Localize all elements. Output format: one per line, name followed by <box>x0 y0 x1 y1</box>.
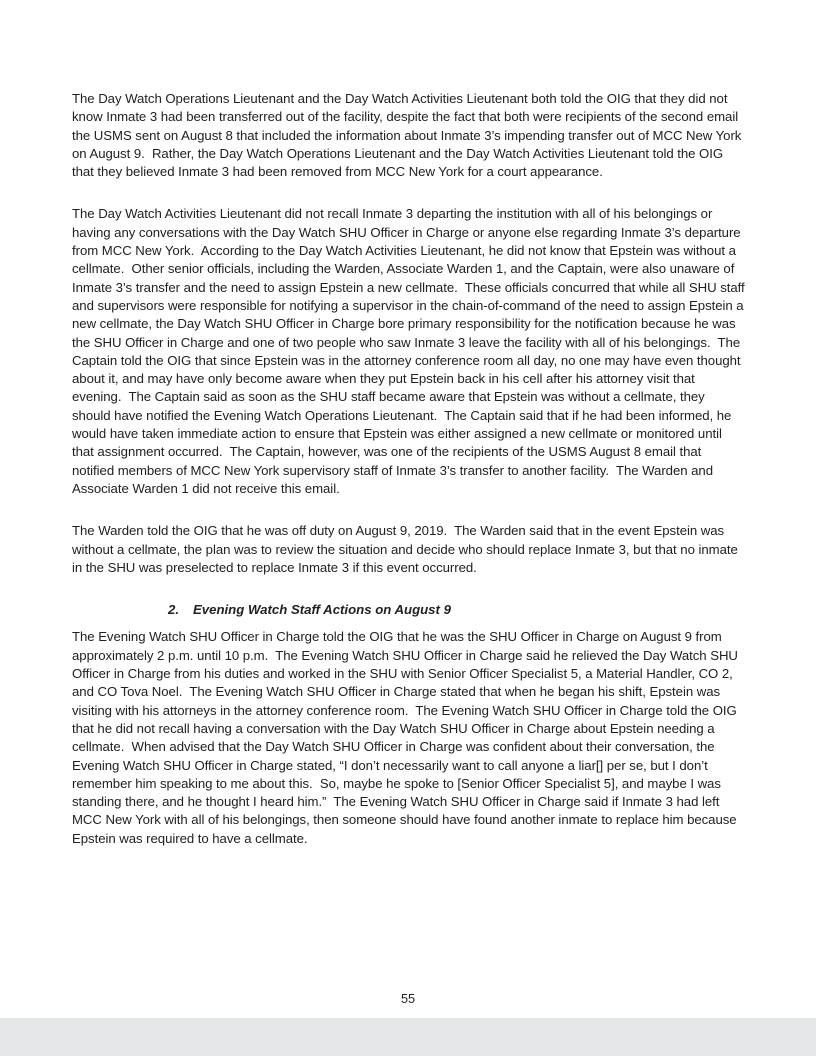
section-heading <box>72 601 746 619</box>
body-paragraph: The Day Watch Activities Lieutenant did not recall Inmate 3 departing the institution with all of his belongings or having any conversations with the Day Watch SHU Officer in Charge or anyone else regarding Inmate 3’s departure from MCC New York. According to the Day Watch Activities Lieutenant, he did not know that Epstein was without a cellmate. Other senior officials, including the Warden, Associate Warden 1, and the Captain, were also unaware of Inmate 3’s transfer and the need to assign Epstein a new cellmate. These officials concurred that while all SHU staff and supervisors were responsible for notifying a supervisor in the chain-of-command of the need to assign Epstein a new cellmate, the Day Watch SHU Officer in Charge bore primary responsibility for the notification because he was the SHU Officer in Charge and one of two people who saw Inmate 3 leave the facility with all of his belongings. The Captain told the OIG that since Epstein was in the attorney conference room all day, no one may have even thought about it, and may have only become aware when they put Epstein back in his cell after his attorney visit that evening. The Captain said as soon as the SHU staff became aware that Epstein was without a cellmate, they should have notified the Evening Watch Operations Lieutenant. The Captain said that if he had been informed, he would have taken immediate action to ensure that Epstein was either assigned a new cellmate or monitored until that assignment occurred. The Captain, however, was one of the recipients of the USMS August 8 email that notified members of MCC New York supervisory staff of Inmate 3’s transfer to another facility. The Warden and Associate Warden 1 did not receive this email. <box>72 206 749 496</box>
page-content <box>72 90 749 872</box>
body-paragraph: The Day Watch Operations Lieutenant and the Day Watch Activities Lieutenant both told the OIG that they did not know Inmate 3 had been transferred out of the facility, despite the fact that both were recipients of the second email the USMS sent on August 8 that included the information about Inmate 3’s impending transfer out of MCC New York on August 9. Rather, the Day Watch Operations Lieutenant and the Day Watch Activities Lieutenant told the OIG that they believed Inmate 3 had been removed from MCC New York for a court appearance. <box>72 91 745 180</box>
body-paragraph: The Evening Watch SHU Officer in Charge told the OIG that he was the SHU Officer in Charge on August 9 from approximately 2 p.m. until 10 p.m. The Evening Watch SHU Officer in Charge said he relieved the Day Watch SHU Officer in Charge from his duties and worked in the SHU with Senior Officer Specialist 5, a Material Handler, CO 2, and CO Tova Noel. The Evening Watch SHU Officer in Charge stated that when he began his shift, Epstein was visiting with his attorneys in the attorney conference room. The Evening Watch SHU Officer in Charge told the OIG that he did not recall having a conversation with the Day Watch SHU Officer in Charge about Epstein needing a cellmate. When advised that the Day Watch SHU Officer in Charge was confident about their conversation, the Evening Watch SHU Officer in Charge stated, “I don’t necessarily want to call anyone a liar[] per se, but I don’t remember him speaking to me about this. So, maybe he spoke to [Senior Officer Specialist 5], and maybe I was standing there, and he thought I heard him.” The Evening Watch SHU Officer in Charge said if Inmate 3 had left MCC New York with all of his belongings, then someone should have found another inmate to replace him because Epstein was required to have a cellmate. <box>72 629 742 846</box>
page-number: 55 <box>400 992 415 1006</box>
footer-bar <box>0 1018 816 1056</box>
section-heading-number: 2. <box>168 602 179 618</box>
body-paragraph: The Warden told the OIG that he was off duty on August 9, 2019. The Warden said that in the event Epstein was without a cellmate, the plan was to review the situation and decide who should replace Inmate 3, but that no inmate in the SHU was preselected to replace Inmate 3 if this event occurred. <box>72 523 742 575</box>
section-heading-label: Evening Watch Staff Actions on August 9 <box>193 602 451 618</box>
